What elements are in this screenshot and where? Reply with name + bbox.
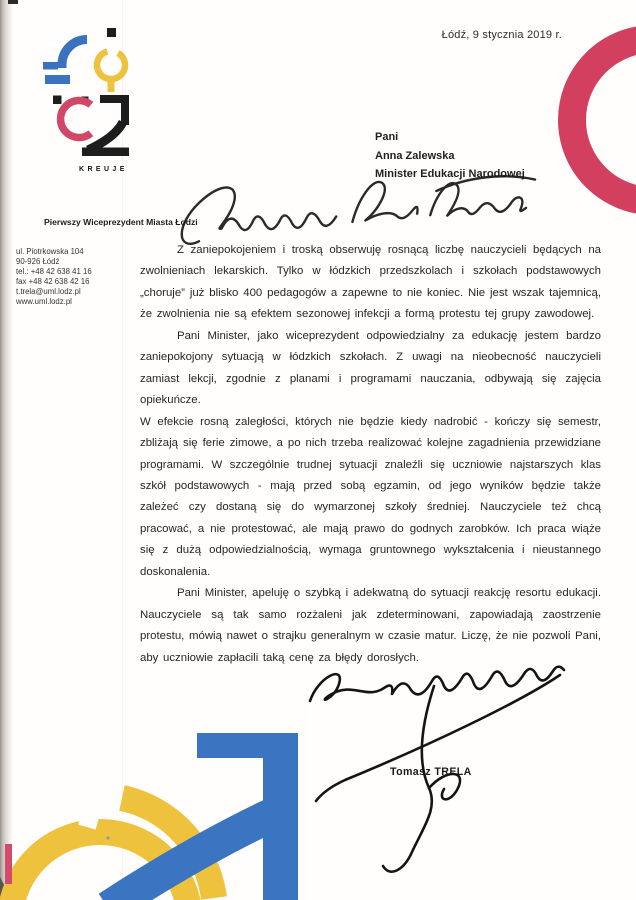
scan-seam [310,694,313,900]
sender-address-block [16,247,92,307]
recipient-line: Pani [375,131,399,143]
letter-paragraph: Pani Minister, jako wiceprezydent odpowiedzialny za edukację jestem bardzo zaniepokojony sytuacją w łódzkich szkołach. Z uwagi na nieobecność nauczycieli zamiast lekcji, zgodnie z planami i programami nauczania, odbywają się zajęcia opiekuńcze. [140,329,601,407]
recipient-line: Minister Edukacji Narodowej [375,168,525,181]
sender-address-line: fax +48 42 638 42 16 [16,277,90,286]
signature-name: Tomasz TRELA [390,766,472,778]
red-ring-decoration [572,39,636,201]
sender-address-line: ul. Piotrkowska 104 [16,247,84,256]
sender-title: Pierwszy Wiceprezydent Miasta Łodzi [44,217,198,227]
sender-website: www.uml.lodz.pl [16,297,72,306]
scan-fold-line [122,0,123,900]
bottom-logo-decoration [10,694,313,900]
lodz-logo-icon [43,28,129,156]
letter-paragraph: W efekcie rosną zaległości, których nie będzie kiedy nadrobić - kończy się semestr, zbliżają się ferie zimowe, a po nich trzeba realizować kolejne zagadnienia przewidziane programami. W szczególnie trudnej sytuacji znaleźli się uczniowie najstarszych klas szkół podstawowych - mają przed sobą egzamin, od jego wyników będzie także zależeć czy dostaną się do wymarzonej szkoły średniej. Nauczyciele też chcą pracować, a nie protestować, ale mają prawo do godnych zarobków. Ich praca wiąże się z dużą odpowiedzialnością, wymaga gruntownego wykształcenia i nieustannego doskonalenia. [140,415,601,578]
recipient-line: Anna Zalewska [375,149,455,162]
scan-speck [106,836,109,839]
sender-address-line: tel.: +48 42 638 41 16 [16,267,92,276]
sender-email: t.trela@uml.lodz.pl [16,287,81,296]
letter-paragraph: Z zaniepokojeniem i troską obserwuję rosnącą liczbę nauczycieli będących na zwolnieniach lekarskich. Tylko w łódzkich przedszkolach i szkołach podstawowych „choruje” już blisko 400 pedagogów a zapewne to nie koniec. Nie jest wszak tajemnicą, że zwolnienia nie są efektem sezonowej infekcji a formą protestu tej grupy zawodowej. [140,244,601,321]
logo-caption: KREUJE [79,166,128,173]
recipient-block [375,128,525,184]
sender-address-line: 90-926 Łódź [16,257,60,266]
scan-left-edge [0,0,13,900]
handwritten-greeting [180,175,537,244]
letter-paragraph: Pani Minister, apeluję o szybką i adekwatną do sytuacji reakcję resortu edukacji. Nauczyciele są tak samo rozżaleni jak zdeterminowani, zapowiadają zaostrzenie protestu, mówią nawet o strajku generalnym w czasie matur. Liczę, że nie pozwoli Pani, aby uczniowie zapłacili taką cenę za błędy dorosłych. [140,587,601,664]
letter-date: Łódź, 9 stycznia 2019 r. [441,29,562,41]
letter-body [140,240,601,669]
